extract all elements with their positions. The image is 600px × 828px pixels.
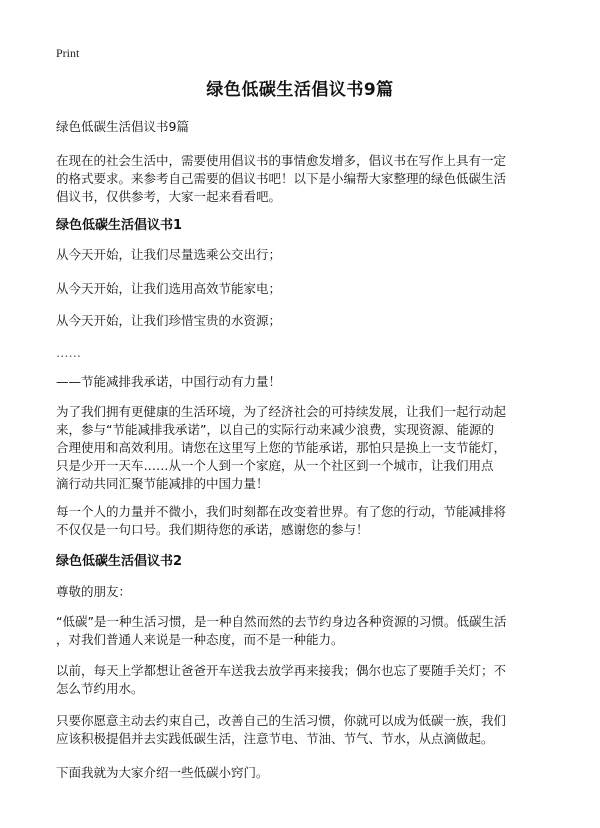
greeting-text: 尊敬的朋友： bbox=[56, 584, 132, 599]
print-link[interactable]: Print bbox=[56, 46, 80, 60]
section-1-paragraph bbox=[56, 503, 556, 539]
paragraph-line: 来，参与“节能减排我承诺”，以自己的实际行动来减少浪费，实现资源、能源的 bbox=[56, 422, 494, 437]
section-1-line: 从今天开始，让我们选用高效节能家电； bbox=[56, 281, 282, 296]
page-title: 绿色低碳生活倡议书9篇 bbox=[206, 80, 394, 100]
paragraph-line: 每一个人的力量并不微小，我们时刻都在改变着世界。有了您的行动，节能减排将 bbox=[56, 504, 507, 519]
paragraph-line: 合理使用和高效利用。请您在这里写上您的节能承诺，那怕只是换上一支节能灯， bbox=[56, 440, 507, 455]
paragraph-line: 只是少开一天车……从一个人到一个家庭，从一个社区到一个城市，让我们用点 bbox=[56, 458, 494, 473]
section-2-paragraph bbox=[56, 712, 556, 748]
intro-paragraph bbox=[56, 152, 556, 206]
paragraph-line: 以前，每天上学都想让爸爸开车送我去放学再来接我；偶尔也忘了要随手关灯；不 bbox=[56, 663, 507, 678]
slogan-text: ——节能减排我承诺，中国行动有力量！ bbox=[56, 374, 282, 389]
ellipsis-text: …… bbox=[56, 345, 81, 360]
section-2-heading: 绿色低碳生活倡议书2 bbox=[56, 554, 183, 569]
intro-line: 倡议书，仅供参考，大家一起来看看吧。 bbox=[56, 189, 282, 204]
section-2-paragraph bbox=[56, 613, 556, 649]
paragraph-line: 应该积极提倡并去实践低碳生活，注意节电、节油、节气、节水，从点滴做起。 bbox=[56, 731, 494, 746]
section-2-closing: 下面我就为大家介绍一些低碳小窍门。 bbox=[56, 765, 269, 780]
section-1-line: 从今天开始，让我们珍惜宝贵的水资源； bbox=[56, 313, 282, 328]
section-1-paragraph bbox=[56, 403, 556, 493]
section-1-line: 从今天开始，让我们尽量选乘公交出行； bbox=[56, 247, 282, 262]
paragraph-line: 不仅仅是一句口号。我们期待您的承诺，感谢您的参与！ bbox=[56, 522, 369, 537]
paragraph-line: 为了我们拥有更健康的生活环境，为了经济社会的可持续发展，让我们一起行动起 bbox=[56, 404, 507, 419]
document-subtitle: 绿色低碳生活倡议书9篇 bbox=[56, 119, 189, 134]
section-1-heading: 绿色低碳生活倡议书1 bbox=[56, 218, 183, 233]
paragraph-line: ，对我们普通人来说是一种态度，而不是一种能力。 bbox=[56, 632, 344, 647]
paragraph-line: 怎么节约用水。 bbox=[56, 681, 144, 696]
paragraph-line: “低碳”是一种生活习惯，是一种自然而然的去节约身边各种资源的习惯。低碳生活 bbox=[56, 614, 507, 629]
intro-line: 在现在的社会生活中，需要使用倡议书的事情愈发增多，倡议书在写作上具有一定 bbox=[56, 153, 507, 168]
paragraph-line: 只要你愿意主动去约束自己，改善自己的生活习惯，你就可以成为低碳一族，我们 bbox=[56, 713, 507, 728]
section-2-paragraph bbox=[56, 662, 556, 698]
intro-line: 的格式要求。来参考自己需要的倡议书吧！以下是小编帮大家整理的绿色低碳生活 bbox=[56, 171, 507, 186]
paragraph-line: 滴行动共同汇聚节能减排的中国力量！ bbox=[56, 476, 269, 491]
